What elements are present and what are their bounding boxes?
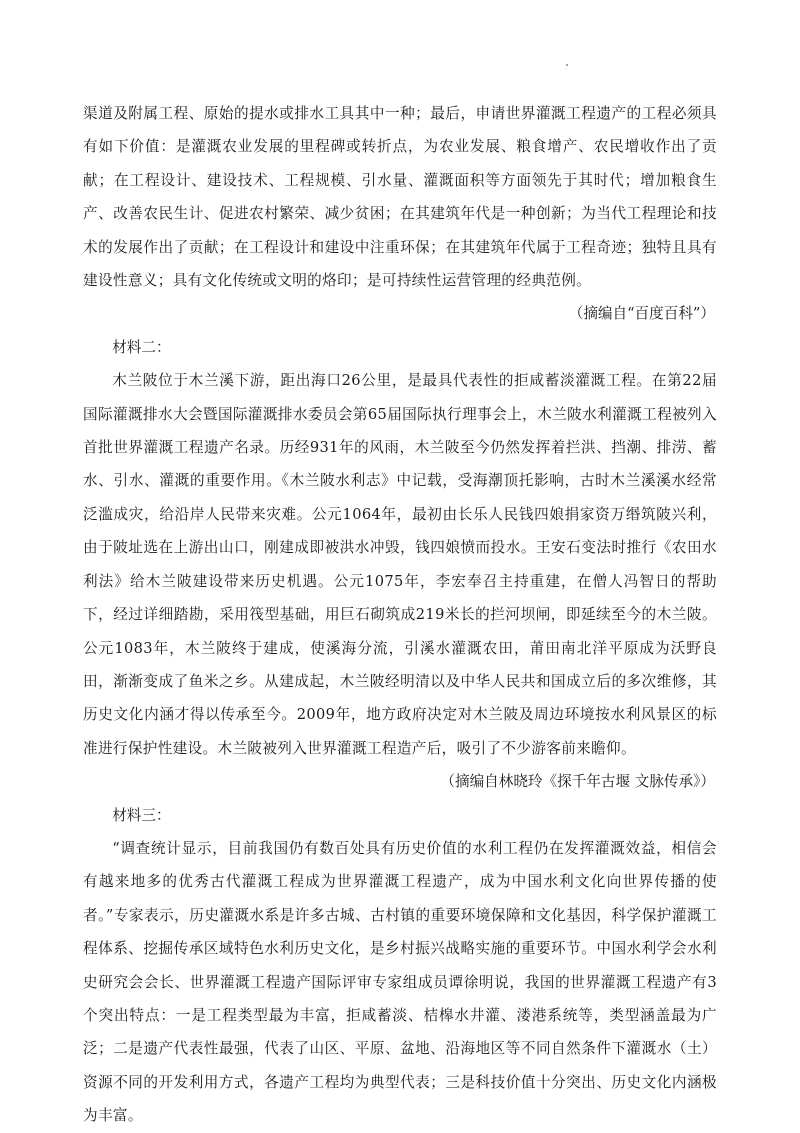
material2-body: 木兰陂位于木兰溪下游，距出海口26公里，是最具代表性的拒咸蓄淡灌溉工程。在第22届国际灌溉排水大会暨国际灌溉排水委员会第65届国际执行理事会上，木兰陂水利灌溉工程被列入首批世界灌溉工程遗产名录。历经931年的风雨，木兰陂至今仍然发挥着拦洪、挡潮、排涝、蓄水、引水、灌溉的重要作用。《木兰陂水利志》中记载，受海潮顶托影响，古时木兰溪溪水经常泛滥成灾，给沿岸人民带来灾难。公元1064年，最初由长乐人民钱四娘捐家资万缗筑陂兴利，由于陂址选在上游出山口，刚建成即被洪水冲毁，钱四娘愤而投水。王安石变法时推行《农田水利法》给木兰陂建设带来历史机遇。公元1075年，李宏奉召主持重建，在僧人冯智日的帮助下，经过详细踏勘，采用筏型基础，用巨石砌筑成219米长的拦河坝闸，即延续至今的木兰陂。公元1083年，木兰陂终于建成，使溪海分流，引溪水灌溉农田，莆田南北洋平原成为沃野良田，渐渐变成了鱼米之乡。从建成起，木兰陂经明清以及中华人民共和国成立后的多次维修，其历史文化内涵才得以传承至今。2009年，地方政府决定对木兰陂及周边环境按水利风景区的标准进行保护性建设。木兰陂被列入世界灌溉工程造产后，吸引了不少游客前来瞻仰。 bbox=[83, 372, 717, 757]
document-page bbox=[83, 97, 717, 1133]
material3-body: “调查统计显示，目前我国仍有数百处具有历史价值的水利工程仍在发挥灌溉效益，相信会有越来地多的优秀古代灌溉工程成为世界灌溉工程遗产，成为中国水利文化向世界传播的使者。”专家表示，历史灌溉水系是许多古城、古村镇的重要环境保障和文化基因，科学保护灌溉工程体系、挖掘传承区域特色水利历史文化，是乡村振兴战略实施的重要环节。中国水利学会水利史研究会会长、世界灌溉工程遗产国际评审专家组成员谭徐明说，我国的世界灌溉工程遗产有3个突出特点：一是工程类型最为丰富，拒咸蓄淡、桔槔水井灌、溇港系统等，类型涵盖最为广泛；二是遗产代表性最强，代表了山区、平原、盆地、沿海地区等不同自然条件下灌溉水（土）资源不同的开发利用方式，各遗产工程均为典型代表；三是科技价值十分突出、历史文化内涵极为丰富。 bbox=[83, 839, 717, 1125]
material1-source: （摘编自“百度百科”） bbox=[568, 305, 715, 323]
material2-heading: 材料二： bbox=[112, 338, 171, 356]
material3-heading: 材料三： bbox=[112, 806, 171, 824]
material1-continuation: 渠道及附属工程、原始的提水或排水工具其中一种；最后，申请世界灌溉工程遗产的工程必须具有如下价值：是灌溉农业发展的里程碑或转折点，为农业发展、粮食增产、农民增收作出了贡献；在工程设计、建设技术、工程规模、引水量、灌溉面积等方面领先于其时代；增加粮食生产、改善农民生计、促进农村繁荣、减少贫困；在其建筑年代是一种创新；为当代工程理论和技术的发展作出了贡献；在工程设计和建设中注重环保；在其建筑年代属于工程奇迹；独特且具有建设性意义；具有文化传统或文明的烙印；是可持续性运营管理的经典范例。 bbox=[83, 105, 717, 290]
material2-source: （摘编自林晓玲《探千年古堰 文脉传承》） bbox=[440, 773, 715, 791]
scan-speck bbox=[566, 64, 568, 66]
